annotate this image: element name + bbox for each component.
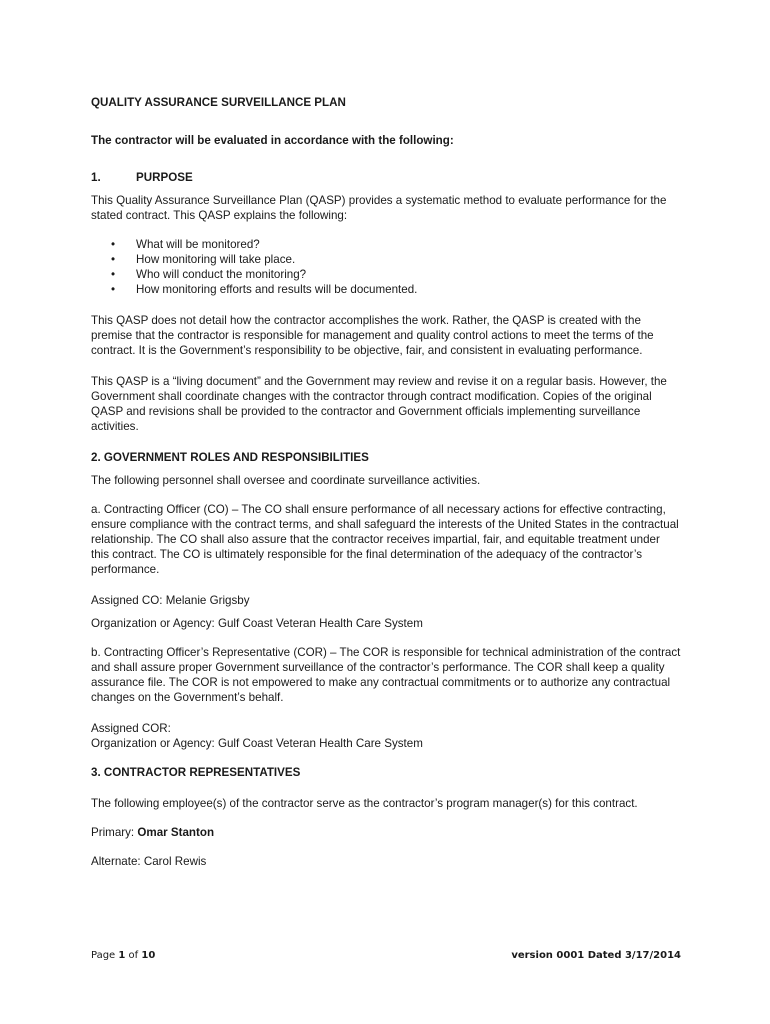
section-1-paragraph-3: This QASP is a “living document” and the Government may review and revise it on a regular basis. However, the Government shall coordinate changes with the contractor through contract modification. Copies of the original QASP and revisions shall be provided to the contractor and Government officials implementing surveillance activities. xyxy=(91,375,667,433)
assigned-co: Assigned CO: Melanie Grigsby xyxy=(91,594,250,607)
section-3-lead: The following employee(s) of the contractor serve as the contractor’s program manager(s) for this contract. xyxy=(91,797,638,810)
section-1-paragraph-2: This QASP does not detail how the contractor accomplishes the work. Rather, the QASP is created with the premise that the contractor is responsible for management and quality control actions to meet the terms of the contract. It is the Government’s responsibility to be objective, fair, and consistent in evaluating performance. xyxy=(91,314,654,357)
list-item: • How monitoring will take place. xyxy=(91,252,681,267)
section-3-heading: 3. CONTRACTOR REPRESENTATIVES xyxy=(91,766,301,779)
section-1-heading xyxy=(91,170,681,185)
list-item: • How monitoring efforts and results will be documented. xyxy=(91,282,681,297)
primary-name: Omar Stanton xyxy=(137,826,215,839)
document-title: QUALITY ASSURANCE SURVEILLANCE PLAN xyxy=(91,96,346,109)
assigned-cor: Assigned COR: xyxy=(91,722,171,735)
alternate-representative: Alternate: Carol Rewis xyxy=(91,855,207,868)
intro-statement: The contractor will be evaluated in accordance with the following: xyxy=(91,134,454,147)
section-2-lead: The following personnel shall oversee and coordinate surveillance activities. xyxy=(91,474,481,487)
page-footer xyxy=(91,948,681,963)
section-1-number: 1. xyxy=(91,171,101,184)
bullet-icon: • xyxy=(111,238,116,251)
document-body xyxy=(91,95,681,869)
primary-representative xyxy=(91,825,681,840)
co-paragraph: a. Contracting Officer (CO) – The CO shall ensure performance of all necessary actions for effective contracting, ensure compliance with the contract terms, and shall safeguard the interests of the United States in the contractual relationship. The CO shall also assure that the contractor receives impartial, fair, and equitable treatment under this contract. The CO is ultimately responsible for the final determination of the adequacy of the contractor’s performance. xyxy=(91,503,679,576)
section-1-title: PURPOSE xyxy=(136,171,193,184)
cor-organization: Organization or Agency: Gulf Coast Veteran Health Care System xyxy=(91,737,423,750)
primary-label: Primary: xyxy=(91,826,138,839)
section-1-paragraph-1: This Quality Assurance Surveillance Plan (QASP) provides a systematic method to evaluate performance for the stated contract. This QASP explains the following: xyxy=(91,194,667,222)
bullet-icon: • xyxy=(111,283,116,296)
page-number: Page 1 of 10 xyxy=(91,950,156,961)
bullet-icon: • xyxy=(111,268,116,281)
list-item: • What will be monitored? xyxy=(91,237,681,252)
bullet-icon: • xyxy=(111,253,116,266)
cor-paragraph: b. Contracting Officer’s Representative (COR) – The COR is responsible for technical administration of the contract and shall assure proper Government surveillance of the contractor’s performance. The COR shall keep a quality assurance file. The COR is not empowered to make any contractual commitments or to authorize any contractual changes on the Government’s behalf. xyxy=(91,646,681,704)
version-label: version 0001 Dated 3/17/2014 xyxy=(511,950,681,961)
list-item: • Who will conduct the monitoring? xyxy=(91,267,681,282)
monitoring-bullet-list xyxy=(91,237,681,297)
section-2-heading: 2. GOVERNMENT ROLES AND RESPONSIBILITIES xyxy=(91,451,369,464)
co-organization: Organization or Agency: Gulf Coast Veteran Health Care System xyxy=(91,617,423,630)
